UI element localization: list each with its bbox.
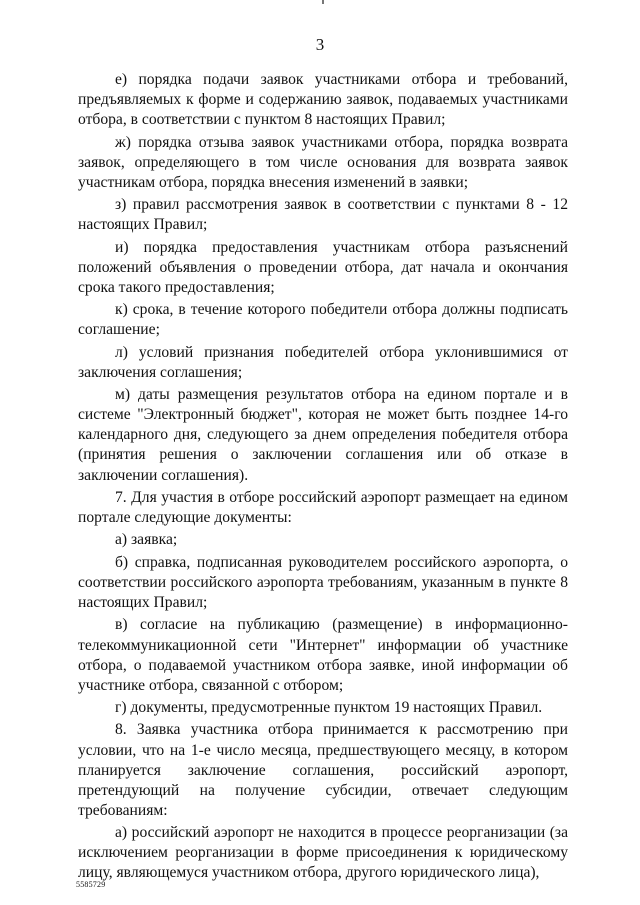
clause-7-a: а) заявка; bbox=[115, 531, 178, 549]
paragraph-m: м) даты размещения результатов отбора на едином портале и в системе "Электронный бюджет", которая не может быть позднее 14-го календарного дня, следующего за днем определения победителя отбора (принятия решения о заключении соглашения или об отказе в заключении соглашения). bbox=[78, 386, 568, 484]
clause-7-v: в) согласие на публикацию (размещение) в информационно-телекоммуникационной сети "Интернет" информации об участнике отбора, о подаваемой участником отбора заявке, иной информации об участнике отбора, связанной с отбором; bbox=[78, 616, 568, 694]
document-code: 5585729 bbox=[76, 880, 106, 889]
page-top-mark bbox=[322, 0, 324, 4]
paragraph-e: е) порядка подачи заявок участниками отбора и требований, предъявляемых к форме и содержанию заявок, подаваемых участниками отбора, в соответствии с пунктом 8 настоящих Правил; bbox=[78, 71, 568, 129]
paragraph-l: л) условий признания победителей отбора уклонившимися от заключения соглашения; bbox=[78, 343, 568, 381]
page-number: 3 bbox=[315, 35, 325, 54]
document-body bbox=[78, 70, 568, 886]
paragraph-z: з) правил рассмотрения заявок в соответствии с пунктами 8 - 12 настоящих Правил; bbox=[78, 196, 568, 234]
paragraph-k: к) срока, в течение которого победители отбора должны подписать соглашение; bbox=[78, 301, 568, 339]
clause-8: 8. Заявка участника отбора принимается к рассмотрению при условии, что на 1-е число месяца, предшествующего месяцу, в котором планируется заключение соглашения, российский аэропорт, претендующий на получение субсидии, отвечает следующим требованиям: bbox=[78, 721, 568, 819]
clause-8-a: а) российский аэропорт не находится в процессе реорганизации (за исключением реорганизации в форме присоединения к юридическому лицу, являющемуся участником отбора, другого юридического лица), bbox=[78, 824, 568, 882]
clause-7: 7. Для участия в отборе российский аэропорт размещает на едином портале следующие документы: bbox=[78, 488, 568, 527]
clause-7-g: г) документы, предусмотренные пунктом 19 настоящих Правил. bbox=[115, 699, 543, 717]
clause-7-b: б) справка, подписанная руководителем российского аэропорта, о соответствии российского аэропорта требованиям, указанным в пункте 8 настоящих Правил; bbox=[78, 553, 568, 612]
paragraph-zh: ж) порядка отзыва заявок участниками отбора, порядка возврата заявок, определяющего в том числе основания для возврата заявок участникам отбора, порядка внесения изменений в заявки; bbox=[78, 133, 568, 191]
paragraph-i: и) порядка предоставления участникам отбора разъяснений положений объявления о проведении отбора, дат начала и окончания срока такого предоставления; bbox=[78, 238, 568, 296]
